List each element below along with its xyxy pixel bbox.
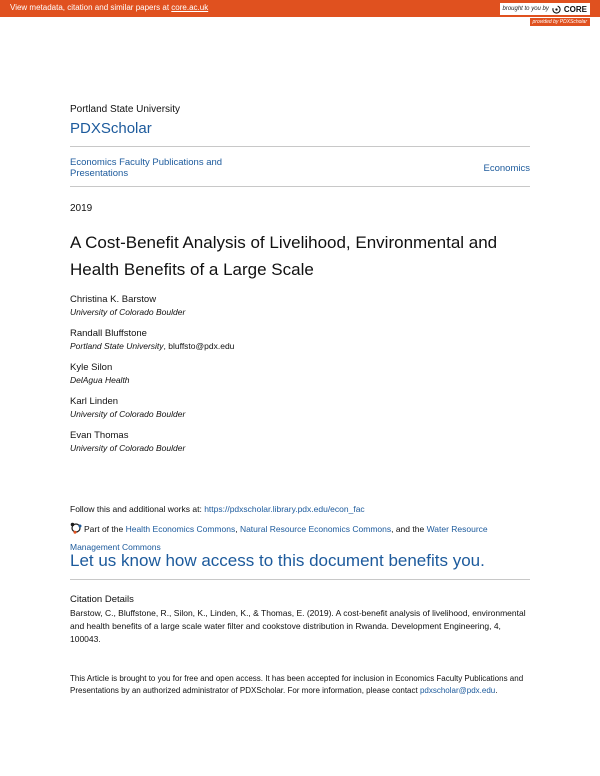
- article-title: A Cost-Benefit Analysis of Livelihood, Environmental and Health Benefits of a Large Scale: [70, 233, 498, 279]
- access-notice: [70, 673, 530, 697]
- water-resource-management-link[interactable]: Water Resource Management Commons: [70, 524, 488, 552]
- university-name: Portland State University: [70, 104, 181, 115]
- divider: [70, 146, 530, 147]
- core-link-prefix: View metadata, citation and similar papers at: [10, 3, 172, 12]
- brought-by-core[interactable]: [500, 3, 591, 15]
- author-name: Christina K. Barstow: [70, 294, 157, 305]
- brought-by-text: brought to you by: [502, 6, 549, 12]
- follow-prefix: Follow this and additional works at:: [70, 504, 205, 514]
- divider: [70, 579, 530, 580]
- divider: [70, 186, 530, 187]
- department-link[interactable]: Economics: [483, 163, 530, 174]
- part-of-prefix: Part of the: [84, 524, 126, 534]
- author-name: Evan Thomas: [70, 430, 129, 441]
- author-affiliation: DelAgua Health: [70, 375, 130, 385]
- author-list: [70, 294, 234, 464]
- author-affiliation: University of Colorado Boulder: [70, 443, 186, 453]
- core-logo-icon: [552, 5, 561, 14]
- separator: , and the: [391, 524, 427, 534]
- author-name: Randall Bluffstone: [70, 328, 147, 339]
- health-economics-link[interactable]: Health Economics Commons: [125, 524, 236, 534]
- publication-year: 2019: [70, 203, 93, 214]
- provided-by-text: provided by PDXScholar: [530, 18, 590, 26]
- contact-email-link[interactable]: pdxscholar@pdx.edu: [419, 686, 496, 695]
- author-affiliation: University of Colorado Boulder: [70, 409, 186, 419]
- core-banner: [0, 0, 600, 26]
- author-entry: [70, 328, 234, 352]
- core-link-site: core.ac.uk: [171, 3, 209, 12]
- access-notice-text: This Article is brought to you for free and open access. It has been accepted for inclusion in Economics Faculty Publications and Presentations by an authorized administrator of PDXScholar. For more information, please contact: [70, 674, 524, 695]
- network-icon: [70, 522, 82, 534]
- natural-resource-economics-link[interactable]: Natural Resource Economics Commons: [239, 524, 392, 534]
- citation-heading: Citation Details: [70, 594, 134, 605]
- author-entry: [70, 362, 234, 386]
- repository-name[interactable]: PDXScholar: [70, 120, 152, 137]
- separator: ,: [235, 524, 240, 534]
- author-name: Kyle Silon: [70, 362, 113, 373]
- let-us-know-link[interactable]: Let us know how access to this document benefits you.: [70, 551, 485, 570]
- core-metadata-link[interactable]: [10, 3, 208, 12]
- citation-text: Barstow, C., Bluffstone, R., Silon, K., Linden, K., & Thomas, E. (2019). A cost-benefit analysis of livelihood, environmental and health benefits of a large scale water filter and cookstove distribution in Rwanda. Development Engineering, 4, 100043.: [70, 608, 526, 644]
- collection-link[interactable]: Economics Faculty Publications and Presentations: [70, 157, 223, 179]
- author-affiliation: Portland State University, bluffsto@pdx.edu: [70, 341, 235, 351]
- core-logo-text: CORE: [563, 4, 587, 14]
- author-entry: [70, 430, 234, 454]
- follow-line: [70, 504, 365, 514]
- period: .: [495, 686, 498, 695]
- author-entry: [70, 294, 234, 318]
- author-entry: [70, 396, 234, 420]
- author-name: Karl Linden: [70, 396, 119, 407]
- author-affiliation: University of Colorado Boulder: [70, 307, 186, 317]
- collection-url-link[interactable]: https://pdxscholar.library.pdx.edu/econ_fac: [204, 504, 365, 514]
